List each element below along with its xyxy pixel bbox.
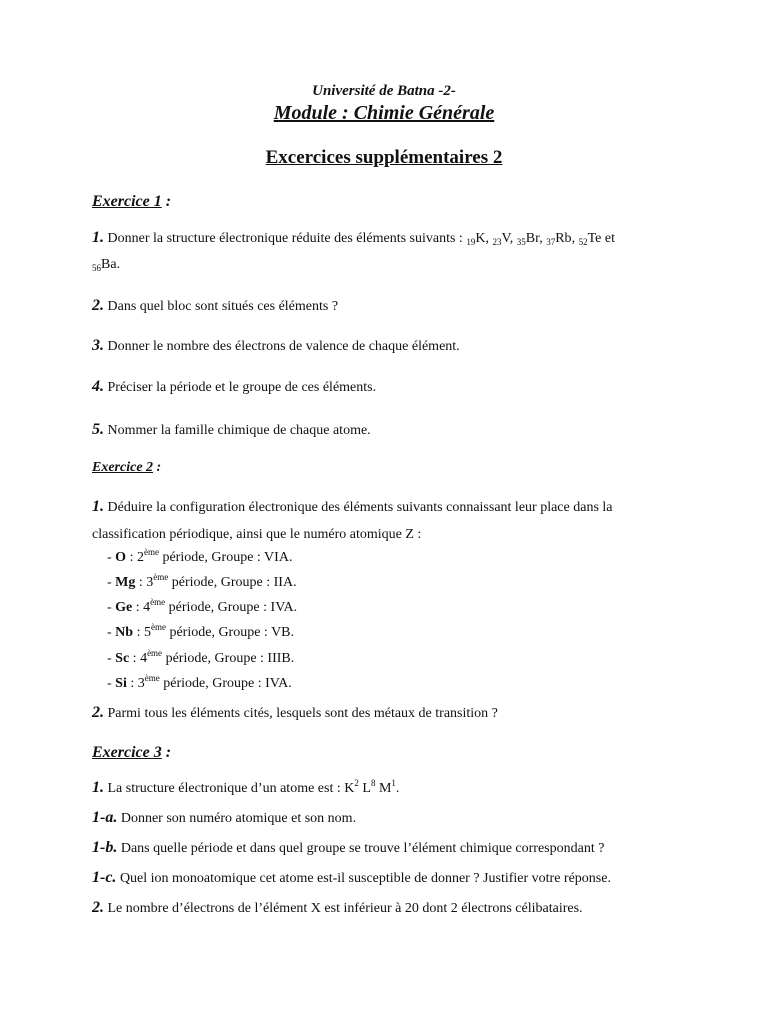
dash: -	[107, 625, 116, 640]
exercice-2-question-1: 1. Déduire la configuration électronique des éléments suivants connaissant leur place dans la	[92, 498, 613, 515]
period-group-text: période, Groupe : IIIB.	[162, 651, 295, 666]
shell-letter: K	[344, 781, 355, 796]
electron-shell	[362, 778, 379, 796]
period-group-text: période, Groupe : VIA.	[158, 550, 293, 565]
dash: -	[107, 676, 116, 691]
shell-letter: L	[362, 781, 371, 796]
element-notation	[492, 231, 516, 246]
separator: .	[395, 781, 400, 796]
period-group-text: période, Groupe : IVA.	[165, 600, 298, 615]
element-notation	[546, 231, 578, 246]
module-title: Module : Chimie Générale	[273, 102, 495, 124]
element-symbol: V	[501, 231, 510, 246]
exercice-2-question-2: 2. Parmi tous les éléments cités, lesquels sont des métaux de transition ?	[92, 704, 498, 721]
shell-electron-count: 8	[370, 778, 376, 788]
element-list-continued	[92, 257, 120, 272]
element-symbol: O	[115, 550, 127, 565]
university-name: Université de Batna -2-	[312, 83, 456, 99]
element-symbol: Ge	[115, 600, 133, 615]
ordinal-suffix: ème	[144, 673, 160, 683]
element-symbol: Nb	[115, 625, 134, 640]
element-symbol: Br	[525, 231, 540, 246]
separator: ,	[539, 231, 547, 246]
period-number: 4	[143, 600, 151, 615]
exercice-1-question-2: 2. Dans quel bloc sont situés ces éléments ?	[92, 297, 339, 314]
atomic-number: 19	[466, 237, 476, 247]
separator: :	[129, 651, 141, 666]
electron-shells	[344, 778, 400, 796]
exercice-1-heading: Exercice 1 :	[92, 193, 172, 210]
exercice-3-question-1: 1. La structure électronique d’un atome est : $K^2$ $L^8$ $M^1$.	[92, 778, 400, 796]
shell-letter: M	[378, 781, 392, 796]
separator: .	[116, 257, 121, 272]
atomic-number: 56	[92, 263, 101, 273]
element-symbol: Mg	[115, 575, 136, 590]
exercice-2-heading: Exercice 2 :	[92, 460, 162, 475]
exercice-1-question-1-continued	[92, 257, 120, 273]
element-notation	[579, 231, 615, 246]
atomic-number: 23	[492, 237, 502, 247]
element-notation	[517, 231, 546, 246]
element-symbol: K	[475, 231, 486, 246]
dash: -	[107, 651, 116, 666]
element-symbol: Rb	[555, 231, 572, 246]
separator: :	[132, 600, 144, 615]
period-group-text: période, Groupe : IIA.	[168, 575, 297, 590]
element-list	[466, 231, 615, 246]
exercice-1-question-1: 1. Donner la structure électronique réduite des éléments suivants : $_{19}$K, $_{23}$V, $_{35}$Br, $_{37}$Rb, $_{52}$Te et	[92, 229, 615, 247]
exercice-3-question-1c: 1-c. Quel ion monoatomique cet atome est-il susceptible de donner ? Justifier votre réponse.	[92, 869, 611, 886]
period-number: 5	[143, 625, 151, 640]
exercice-2-question-1-continued: classification périodique, ainsi que le numéro atomique Z :	[92, 527, 422, 542]
ordinal-suffix: ème	[150, 597, 166, 607]
electron-shell	[344, 778, 362, 796]
dash: -	[107, 575, 116, 590]
element-symbol: Te	[587, 231, 602, 246]
period-number: 4	[140, 651, 148, 666]
atomic-number: 52	[578, 237, 588, 247]
element-symbol: Sc	[115, 651, 130, 666]
ordinal-suffix: ème	[153, 572, 169, 582]
ordinal-suffix: ème	[147, 648, 163, 658]
element-position-item	[107, 572, 297, 591]
exercice-1-question-5: 5. Nommer la famille chimique de chaque atome.	[92, 421, 371, 438]
atomic-number: 35	[516, 237, 526, 247]
ordinal-suffix: ème	[150, 622, 166, 632]
element-notation	[92, 257, 120, 272]
dash: -	[107, 600, 116, 615]
period-group-text: période, Groupe : VB.	[165, 625, 295, 640]
separator: :	[126, 676, 138, 691]
exercice-1-question-3: 3. Donner le nombre des électrons de valence de chaque élément.	[92, 337, 460, 354]
electron-shell	[378, 778, 400, 796]
period-number: 3	[137, 676, 145, 691]
separator: ,	[485, 231, 493, 246]
document-title: Excercices supplémentaires 2	[265, 147, 503, 168]
dash: -	[107, 550, 116, 565]
separator: ,	[509, 231, 517, 246]
separator: et	[601, 231, 615, 246]
exercice-3-heading: Exercice 3 :	[92, 744, 172, 761]
separator: :	[126, 550, 137, 565]
period-group-text: période, Groupe : IVA.	[159, 676, 292, 691]
shell-electron-count: 2	[354, 778, 359, 788]
exercice-3-question-1b: 1-b. Dans quelle période et dans quel groupe se trouve l’élément chimique correspondant ?	[92, 839, 605, 856]
separator: :	[133, 625, 144, 640]
element-position-item	[107, 547, 293, 566]
exercice-3-question-1a: 1-a. Donner son numéro atomique et son nom.	[92, 809, 357, 826]
atomic-number: 37	[546, 237, 556, 247]
element-position-item	[107, 622, 295, 641]
ordinal-suffix: ème	[143, 547, 159, 557]
element-position-item	[107, 597, 298, 616]
element-symbol: Si	[115, 676, 127, 691]
period-number: 2	[136, 550, 144, 565]
element-position-item	[107, 673, 292, 692]
exercice-3-question-2: 2. Le nombre d’électrons de l’élément X est inférieur à 20 dont 2 électrons célibataires.	[92, 899, 583, 916]
element-position-item	[107, 648, 295, 667]
separator: :	[135, 575, 147, 590]
element-notation	[466, 231, 492, 246]
shell-electron-count: 1	[391, 778, 396, 788]
period-number: 3	[146, 575, 154, 590]
separator: ,	[571, 231, 579, 246]
exercice-1-question-4: 4. Préciser la période et le groupe de ces éléments.	[92, 378, 377, 395]
element-symbol: Ba	[101, 257, 117, 272]
